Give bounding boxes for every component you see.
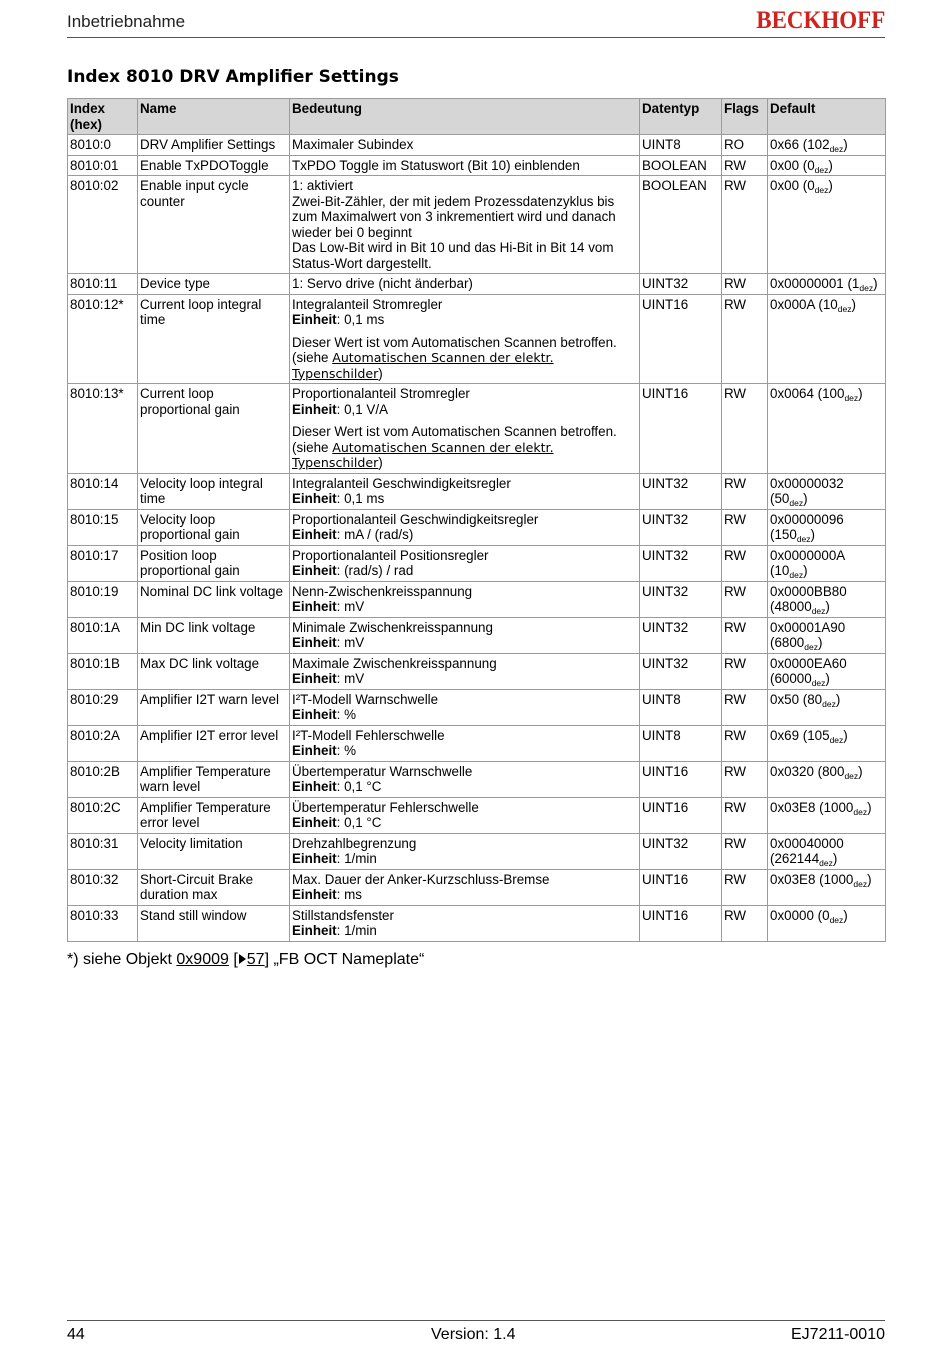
document-version: Version: 1.4 <box>431 1326 516 1343</box>
unit-line <box>292 779 637 795</box>
cell-index: 8010:31 <box>68 833 138 869</box>
scan-link[interactable]: Automatischen Scannen der elektr. Typenschilder <box>292 439 554 470</box>
document-id: EJ7211-0010 <box>791 1326 885 1343</box>
header-title: Inbetriebnahme <box>67 12 186 31</box>
unit-label: Einheit <box>292 401 337 417</box>
dez-subscript: dez <box>804 642 818 652</box>
default-close: ) <box>843 907 848 923</box>
dez-subscript: dez <box>844 770 859 781</box>
table-row <box>68 833 886 869</box>
meaning-line: Proportionalanteil Geschwindigkeitsregler <box>292 511 539 527</box>
unit-label: Einheit <box>292 923 337 938</box>
dez-subscript: dez <box>837 303 852 314</box>
dez-subscript: dez <box>829 144 844 154</box>
cell-default <box>768 761 886 797</box>
table-row <box>68 905 886 941</box>
cell-flags: RW <box>722 384 768 474</box>
cell-flags: RW <box>722 689 768 725</box>
meaning-line: Nenn-Zwischenkreisspannung <box>292 583 473 599</box>
cell-type: UINT16 <box>640 294 722 384</box>
meaning-line: Integralanteil Stromregler <box>292 296 443 312</box>
cell-flags: RW <box>722 274 768 295</box>
cell-type: UINT16 <box>640 384 722 474</box>
meaning-line: Zwei-Bit-Zähler, der mit jedem Prozessdatenzyklus bis zum Maximalwert von 3 inkrementiert wird und danach wieder bei 0 beginnt <box>292 193 616 240</box>
cell-name: Velocity loop integral time <box>138 473 290 509</box>
cell-meaning <box>290 833 640 869</box>
cell-name: Velocity limitation <box>138 833 290 869</box>
cell-meaning <box>290 274 640 295</box>
default-value: 0x00 (0 <box>770 157 815 173</box>
column-header-name: Name <box>138 99 290 135</box>
meaning-line: Übertemperatur Warnschwelle <box>292 763 473 779</box>
meaning-line: Das Low-Bit wird in Bit 10 und das Hi-Bit in Bit 14 vom Status-Wort dargestellt. <box>292 240 614 271</box>
cell-index: 8010:01 <box>68 155 138 176</box>
unit-value: : 1/min <box>336 923 377 938</box>
cell-default <box>768 653 886 689</box>
table-header-row <box>68 99 886 135</box>
cell-flags: RW <box>722 509 768 545</box>
spacer <box>292 417 637 424</box>
cell-name: Amplifier I2T error level <box>138 725 290 761</box>
unit-label: Einheit <box>292 815 337 830</box>
unit-value: : 1/min <box>336 851 377 866</box>
default-close: ) <box>873 276 878 291</box>
cell-flags: RW <box>722 797 768 833</box>
cell-index: 8010:2C <box>68 797 138 833</box>
dez-subscript: dez <box>844 393 859 403</box>
cell-index: 8010:29 <box>68 689 138 725</box>
unit-line <box>292 635 637 651</box>
cell-default <box>768 135 886 156</box>
cell-name: Max DC link voltage <box>138 653 290 689</box>
dez-subscript: dez <box>829 734 844 745</box>
cell-type: UINT32 <box>640 509 722 545</box>
default-close: ) <box>851 296 856 312</box>
default-value: 0x0000 (0 <box>770 907 830 923</box>
default-close: ) <box>832 851 838 866</box>
table-row <box>68 135 886 156</box>
unit-value: : % <box>336 743 356 758</box>
unit-line <box>292 599 637 615</box>
meaning-line: Übertemperatur Fehlerschwelle <box>292 799 479 815</box>
scan-note: Dieser Wert ist vom Automatischen Scannen betroffen. <box>292 424 617 439</box>
cell-type: UINT8 <box>640 135 722 156</box>
cell-meaning <box>290 135 640 156</box>
table-row <box>68 725 886 761</box>
cell-default <box>768 384 886 474</box>
default-close: ) <box>825 671 830 686</box>
cell-default <box>768 617 886 653</box>
default-close: ) <box>803 563 808 578</box>
unit-line <box>292 743 637 759</box>
table-row <box>68 653 886 689</box>
unit-value: : 0,1 ms <box>336 312 385 327</box>
cell-meaning <box>290 509 640 545</box>
unit-line <box>292 707 637 723</box>
cell-type: UINT16 <box>640 905 722 941</box>
cell-index: 8010:33 <box>68 905 138 941</box>
unit-line <box>292 491 637 507</box>
unit-value: : mV <box>336 671 365 686</box>
cell-type: UINT32 <box>640 653 722 689</box>
unit-line <box>292 923 637 939</box>
cell-index: 8010:1B <box>68 653 138 689</box>
scan-link[interactable]: Automatischen Scannen der elektr. Typenschilder <box>292 350 554 381</box>
page-arrow-icon <box>239 954 246 964</box>
cell-type: BOOLEAN <box>640 155 722 176</box>
unit-value: : mA / (rad/s) <box>336 527 414 542</box>
cell-flags: RW <box>722 905 768 941</box>
column-header-type: Datentyp <box>640 99 722 135</box>
dez-subscript: dez <box>789 498 804 508</box>
default-value: 0x00040000 (262144 <box>770 835 844 866</box>
scan-reference <box>292 350 637 381</box>
footnote-page-link[interactable]: 57 <box>246 951 265 968</box>
unit-value: : mV <box>336 635 365 650</box>
default-value: 0x00001A90 (6800 <box>770 619 846 650</box>
cell-name: Device type <box>138 274 290 295</box>
table-row <box>68 274 886 295</box>
meaning-line: I²T-Modell Warnschwelle <box>292 691 439 707</box>
dez-subscript: dez <box>822 698 836 709</box>
unit-label: Einheit <box>292 527 337 542</box>
table-row <box>68 473 886 509</box>
cell-default <box>768 725 886 761</box>
cell-flags: RW <box>722 176 768 274</box>
cell-default <box>768 689 886 725</box>
footnote-bracket-open: [ <box>228 951 238 968</box>
meaning-line: Max. Dauer der Anker-Kurzschluss-Bremse <box>292 871 550 887</box>
cell-default <box>768 905 886 941</box>
scan-note: Dieser Wert ist vom Automatischen Scannen betroffen. <box>292 334 617 350</box>
cell-meaning <box>290 581 640 617</box>
dez-subscript: dez <box>819 858 833 868</box>
cell-name: Amplifier Temperature warn level <box>138 761 290 797</box>
table-row <box>68 176 886 274</box>
default-value: 0x00000096 (150 <box>770 511 844 542</box>
scan-suffix: ) <box>378 455 383 470</box>
default-value: 0x0000BB80 (48000 <box>770 583 847 614</box>
unit-value: : 0,1 °C <box>336 779 382 794</box>
table-body <box>68 135 886 942</box>
unit-value: : 0,1 ms <box>336 491 385 506</box>
cell-flags: RW <box>722 294 768 384</box>
cell-default <box>768 274 886 295</box>
cell-type: UINT32 <box>640 545 722 581</box>
cell-index: 8010:2A <box>68 725 138 761</box>
unit-value: : ms <box>336 887 362 902</box>
default-value: 0x00000001 (1 <box>770 276 860 291</box>
cell-default <box>768 294 886 384</box>
cell-meaning <box>290 155 640 176</box>
scan-prefix: (siehe <box>292 439 333 455</box>
default-value: 0x50 (80 <box>770 691 823 707</box>
cell-flags: RW <box>722 581 768 617</box>
cell-type: UINT16 <box>640 761 722 797</box>
default-value: 0x66 (102 <box>770 137 830 152</box>
unit-line <box>292 563 637 579</box>
dez-subscript: dez <box>859 283 874 293</box>
table-row <box>68 581 886 617</box>
meaning-line: TxPDO Toggle im Statuswort (Bit 10) einblenden <box>292 157 580 173</box>
cell-type: UINT32 <box>640 473 722 509</box>
footer-divider <box>67 1320 885 1321</box>
dez-subscript: dez <box>814 185 829 195</box>
unit-value: : (rad/s) / rad <box>336 563 414 578</box>
table-row <box>68 509 886 545</box>
cell-default <box>768 581 886 617</box>
cell-index: 8010:15 <box>68 509 138 545</box>
default-close: ) <box>810 527 815 542</box>
cell-flags: RW <box>722 617 768 653</box>
scan-prefix: (siehe <box>292 350 333 365</box>
cell-default <box>768 176 886 274</box>
unit-line <box>292 851 637 867</box>
unit-label: Einheit <box>292 312 337 327</box>
cell-flags: RW <box>722 473 768 509</box>
cell-default <box>768 797 886 833</box>
dez-subscript: dez <box>814 164 829 175</box>
dez-subscript: dez <box>853 806 868 817</box>
meaning-line: 1: Servo drive (nicht änderbar) <box>292 276 473 291</box>
table-row <box>68 545 886 581</box>
cell-meaning <box>290 869 640 905</box>
cell-meaning <box>290 905 640 941</box>
cell-name: Short-Circuit Brake duration max <box>138 869 290 905</box>
default-close: ) <box>817 635 823 650</box>
cell-name: Position loop proportional gain <box>138 545 290 581</box>
footnote-object-link[interactable]: 0x9009 <box>176 951 229 968</box>
cell-type: UINT32 <box>640 617 722 653</box>
cell-meaning <box>290 653 640 689</box>
dez-subscript: dez <box>811 606 826 616</box>
section-title: Index 8010 DRV Amplifier Settings <box>67 67 399 87</box>
table-row <box>68 294 886 384</box>
unit-label: Einheit <box>292 599 337 614</box>
default-value: 0x69 (105 <box>770 727 830 743</box>
cell-index: 8010:11 <box>68 274 138 295</box>
scan-reference <box>292 440 637 471</box>
cell-default <box>768 155 886 176</box>
cell-index: 8010:2B <box>68 761 138 797</box>
cell-meaning <box>290 294 640 384</box>
cell-type: UINT32 <box>640 833 722 869</box>
cell-flags: RW <box>722 869 768 905</box>
meaning-line: Maximale Zwischenkreisspannung <box>292 655 497 671</box>
default-close: ) <box>803 491 808 506</box>
cell-name: Stand still window <box>138 905 290 941</box>
cell-meaning <box>290 473 640 509</box>
cell-meaning <box>290 689 640 725</box>
beckhoff-logo: BECKHOFF <box>755 7 885 34</box>
default-close: ) <box>825 599 830 614</box>
meaning-line: Integralanteil Geschwindigkeitsregler <box>292 475 511 491</box>
cell-default <box>768 473 886 509</box>
column-header-flags: Flags <box>722 99 768 135</box>
cell-type: UINT16 <box>640 797 722 833</box>
unit-label: Einheit <box>292 743 337 758</box>
default-value: 0x03E8 (1000 <box>770 871 854 887</box>
cell-default <box>768 833 886 869</box>
cell-name: Current loop proportional gain <box>138 384 290 474</box>
footnote-prefix: *) siehe Objekt <box>67 951 177 968</box>
cell-type: UINT32 <box>640 581 722 617</box>
cell-index: 8010:1A <box>68 617 138 653</box>
default-value: 0x0320 (800 <box>770 763 845 779</box>
meaning-line: 1: aktiviert <box>292 178 354 193</box>
default-close: ) <box>858 763 863 779</box>
footnote-suffix: „FB OCT Nameplate“ <box>269 951 425 968</box>
cell-flags: RW <box>722 761 768 797</box>
meaning-line: Proportionalanteil Stromregler <box>292 386 470 401</box>
unit-value: : mV <box>336 599 365 614</box>
cell-type: UINT8 <box>640 689 722 725</box>
default-value: 0x0064 (100 <box>770 386 845 401</box>
unit-label: Einheit <box>292 671 337 686</box>
cell-index: 8010:17 <box>68 545 138 581</box>
cell-index: 8010:0 <box>68 135 138 156</box>
cell-default <box>768 545 886 581</box>
cell-index: 8010:19 <box>68 581 138 617</box>
header-divider <box>67 37 885 38</box>
cell-meaning <box>290 384 640 474</box>
default-value: 0x03E8 (1000 <box>770 799 854 815</box>
cell-default <box>768 869 886 905</box>
unit-line <box>292 402 637 418</box>
page-number: 44 <box>67 1326 85 1343</box>
cell-name: Min DC link voltage <box>138 617 290 653</box>
cell-flags: RW <box>722 155 768 176</box>
cell-type: UINT32 <box>640 274 722 295</box>
dez-subscript: dez <box>789 570 804 580</box>
cell-index: 8010:12* <box>68 294 138 384</box>
default-close: ) <box>843 727 848 743</box>
cell-type: UINT16 <box>640 869 722 905</box>
cell-type: UINT8 <box>640 725 722 761</box>
cell-name: Enable TxPDOToggle <box>138 155 290 176</box>
dez-subscript: dez <box>796 534 811 544</box>
unit-label: Einheit <box>292 707 337 722</box>
meaning-line: Drehzahlbegrenzung <box>292 835 417 851</box>
table-row <box>68 617 886 653</box>
dez-subscript: dez <box>829 914 844 925</box>
cell-name: Enable input cycle counter <box>138 176 290 274</box>
unit-line <box>292 815 637 831</box>
unit-line <box>292 671 637 687</box>
table-row <box>68 761 886 797</box>
cell-flags: RW <box>722 725 768 761</box>
unit-label: Einheit <box>292 563 337 578</box>
cell-flags: RW <box>722 833 768 869</box>
unit-line <box>292 527 637 543</box>
spacer <box>292 328 637 335</box>
unit-label: Einheit <box>292 635 337 650</box>
cell-meaning <box>290 617 640 653</box>
column-header-default: Default <box>768 99 886 135</box>
cell-name: Current loop integral time <box>138 294 290 384</box>
default-close: ) <box>867 871 872 887</box>
meaning-line: I²T-Modell Fehlerschwelle <box>292 727 445 743</box>
footnote <box>67 951 424 969</box>
cell-index: 8010:32 <box>68 869 138 905</box>
dez-subscript: dez <box>811 678 826 688</box>
unit-value: : % <box>336 707 356 722</box>
object-table <box>67 98 886 942</box>
default-value: 0x00000032 (50 <box>770 475 844 506</box>
column-header-meaning: Bedeutung <box>290 99 640 135</box>
unit-label: Einheit <box>292 851 337 866</box>
default-value: 0x00 (0 <box>770 178 815 193</box>
cell-index: 8010:13* <box>68 384 138 474</box>
default-close: ) <box>835 691 841 707</box>
default-value: 0x0000000A (10 <box>770 547 845 578</box>
default-value: 0x000A (10 <box>770 296 838 312</box>
cell-name: Amplifier I2T warn level <box>138 689 290 725</box>
default-close: ) <box>843 137 848 152</box>
cell-index: 8010:02 <box>68 176 138 274</box>
default-value: 0x0000EA60 (60000 <box>770 655 847 686</box>
cell-name: Nominal DC link voltage <box>138 581 290 617</box>
table-row <box>68 689 886 725</box>
unit-value: : 0,1 V/A <box>336 401 388 417</box>
cell-meaning <box>290 545 640 581</box>
cell-flags: RW <box>722 545 768 581</box>
default-close: ) <box>828 157 833 173</box>
cell-meaning <box>290 176 640 274</box>
unit-line <box>292 312 637 328</box>
cell-name: Amplifier Temperature error level <box>138 797 290 833</box>
footnote-bracket-close: ] <box>264 951 270 968</box>
cell-index: 8010:14 <box>68 473 138 509</box>
meaning-line: Stillstandsfenster <box>292 907 394 923</box>
unit-label: Einheit <box>292 779 337 794</box>
default-close: ) <box>867 799 872 815</box>
cell-flags: RW <box>722 653 768 689</box>
unit-line <box>292 887 637 903</box>
table-row <box>68 797 886 833</box>
cell-meaning <box>290 725 640 761</box>
cell-meaning <box>290 761 640 797</box>
dez-subscript: dez <box>853 878 868 889</box>
unit-label: Einheit <box>292 887 337 902</box>
column-header-index: Index (hex) <box>68 99 138 135</box>
meaning-line: Maximaler Subindex <box>292 137 414 152</box>
meaning-line: Proportionalanteil Positionsregler <box>292 547 489 563</box>
cell-meaning <box>290 797 640 833</box>
default-close: ) <box>828 178 833 193</box>
table-row <box>68 155 886 176</box>
cell-name: DRV Amplifier Settings <box>138 135 290 156</box>
default-close: ) <box>858 386 863 401</box>
unit-label: Einheit <box>292 491 337 506</box>
cell-flags: RO <box>722 135 768 156</box>
table-row <box>68 869 886 905</box>
cell-type: BOOLEAN <box>640 176 722 274</box>
unit-value: : 0,1 °C <box>336 815 382 830</box>
meaning-line: Minimale Zwischenkreisspannung <box>292 619 493 635</box>
cell-default <box>768 509 886 545</box>
cell-name: Velocity loop proportional gain <box>138 509 290 545</box>
scan-suffix: ) <box>378 365 383 381</box>
table-row <box>68 384 886 474</box>
